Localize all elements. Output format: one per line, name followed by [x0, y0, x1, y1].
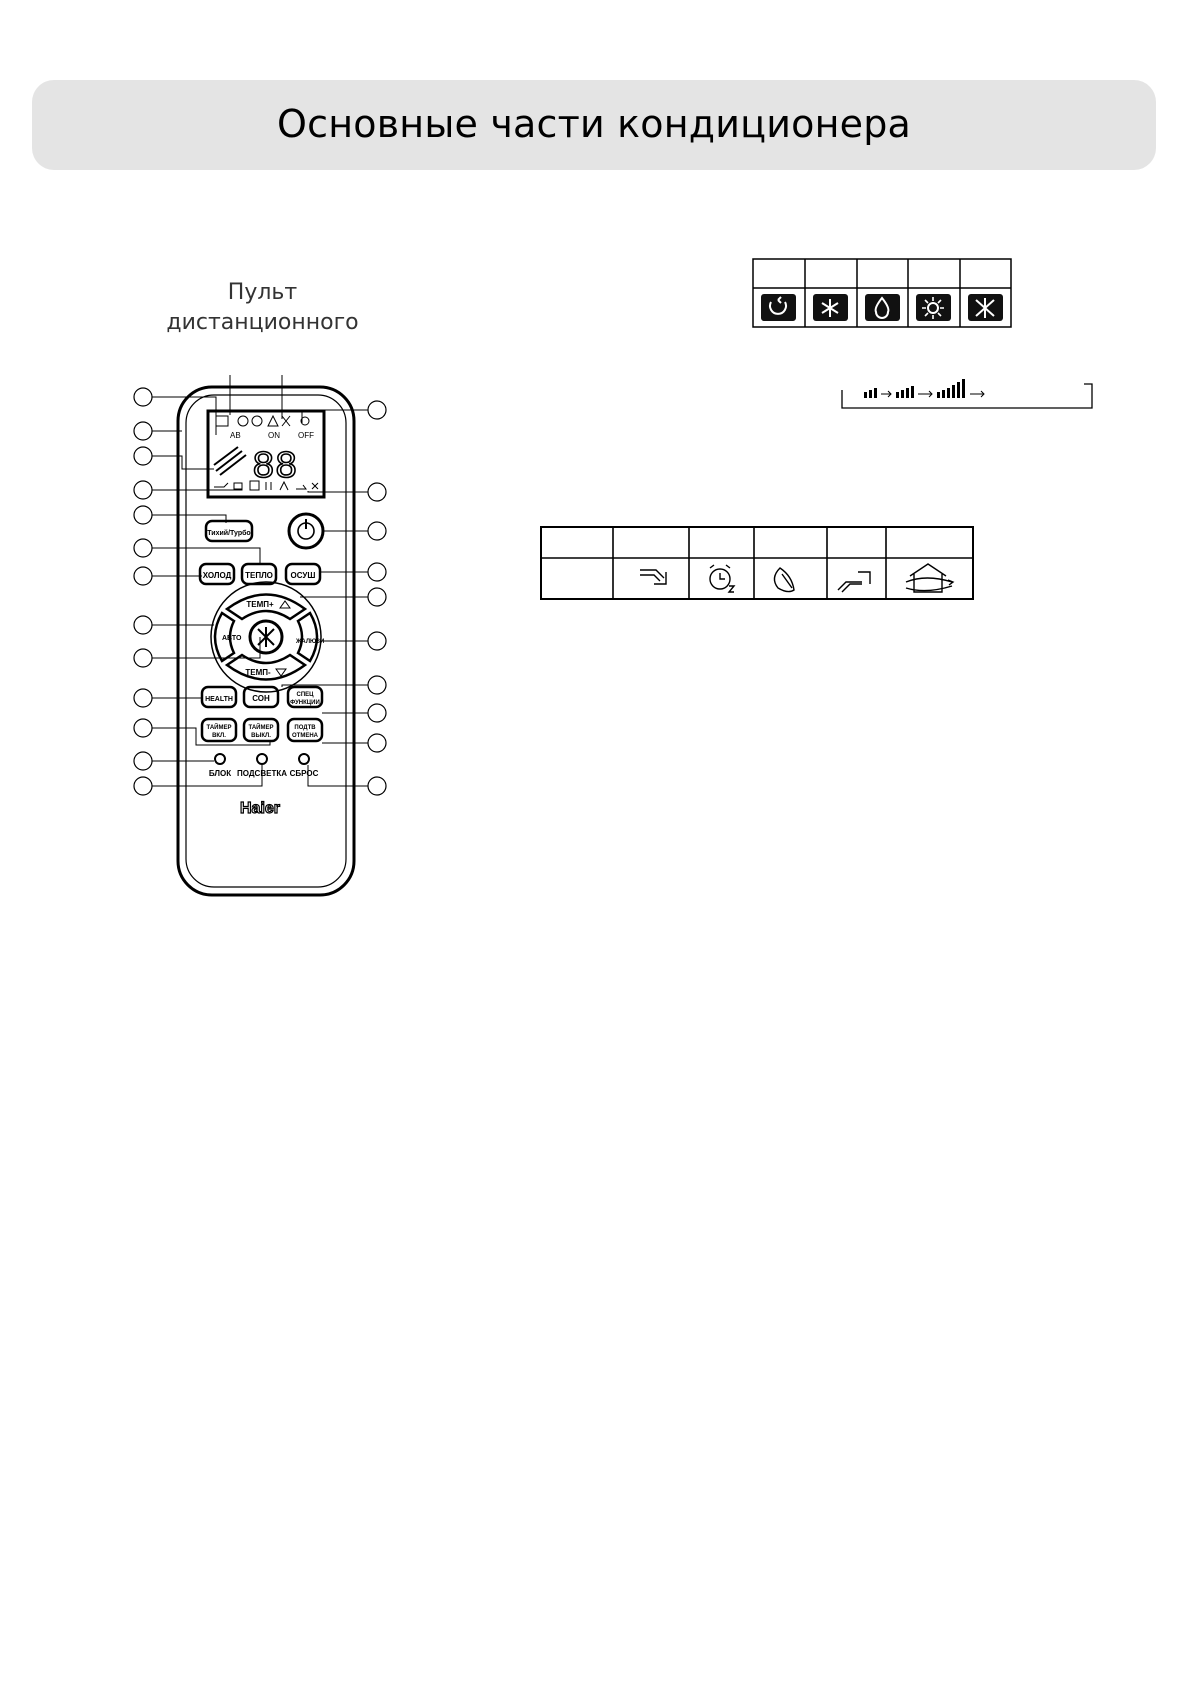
display-fan-level — [214, 447, 246, 475]
sleep-alarm-icon — [710, 565, 734, 592]
light-label: ПОДСВЕТКА — [236, 769, 288, 778]
heat-label: ТЕПЛО — [245, 571, 273, 580]
display-mode-icons — [216, 416, 309, 426]
high-air-icon — [838, 572, 870, 592]
fan-speed-mid-icon — [896, 386, 914, 398]
page-title: Основные части кондиционера — [277, 102, 911, 146]
lock-label: БЛОК — [208, 769, 232, 778]
callouts-left — [134, 375, 152, 795]
quiet-turbo-label: Тихий/Турбо — [207, 530, 251, 537]
house-air-icon — [906, 564, 953, 592]
remote-caption — [130, 278, 395, 338]
function-table — [540, 526, 976, 602]
low-air-icon — [640, 570, 666, 584]
spec-label-2: ФУНКЦИИ — [290, 700, 320, 706]
display-bottom-icons — [214, 481, 318, 490]
confirm-label-1: ПОДТВ — [294, 725, 316, 731]
remote-caption-line2: дистанционного — [166, 310, 359, 335]
page-header — [32, 80, 1156, 170]
dry-label: ОСУШ — [290, 571, 316, 580]
confirm-label-2: ОТМЕНА — [292, 733, 318, 739]
temp-down-label: ТЕМП- — [245, 668, 271, 677]
fan-icon — [968, 294, 1003, 321]
timer-off-label-2: ВЫКЛ. — [251, 733, 271, 739]
reset-button[interactable] — [299, 754, 309, 764]
fan-speed-high-icon — [937, 379, 965, 398]
sun-icon — [916, 294, 951, 321]
callouts-right — [368, 375, 386, 795]
swing-button[interactable] — [298, 613, 317, 661]
display-ab-text: AB — [230, 431, 241, 440]
remote-diagram — [130, 375, 430, 915]
timer-on-label-1: ТАЙМЕР — [206, 725, 232, 731]
fan-speed-low-icon — [864, 388, 877, 398]
drop-icon — [865, 294, 900, 321]
leaf-icon — [774, 568, 794, 592]
auto-label: АВТО — [222, 635, 242, 642]
brand-logo: Haier — [239, 800, 281, 817]
timer-on-label-2: ВКЛ. — [212, 733, 226, 739]
health-label: HEALTH — [205, 696, 233, 703]
temp-up-label: ТЕМП+ — [246, 600, 274, 609]
reset-label: СБРОС — [289, 769, 319, 778]
display-off-text: OFF — [298, 431, 314, 440]
mode-table — [752, 258, 1012, 330]
remote-caption-line1: Пульт — [227, 280, 298, 305]
display-digits: 88 — [252, 446, 298, 489]
display-on-text: ON — [268, 431, 280, 440]
spec-label-1: СПЕЦ — [296, 692, 314, 698]
snowflake-icon — [813, 294, 848, 321]
sleep-label: СОН — [252, 694, 270, 703]
cool-label: ХОЛОД — [202, 571, 232, 580]
auto-icon — [761, 294, 796, 321]
lock-button[interactable] — [215, 754, 225, 764]
fan-speed-sequence — [840, 378, 1100, 428]
timer-off-label-1: ТАЙМЕР — [248, 725, 274, 731]
swing-label: ЖАЛЮЗИ — [296, 639, 325, 645]
triangle-up-icon — [280, 601, 290, 608]
light-button[interactable] — [257, 754, 267, 764]
